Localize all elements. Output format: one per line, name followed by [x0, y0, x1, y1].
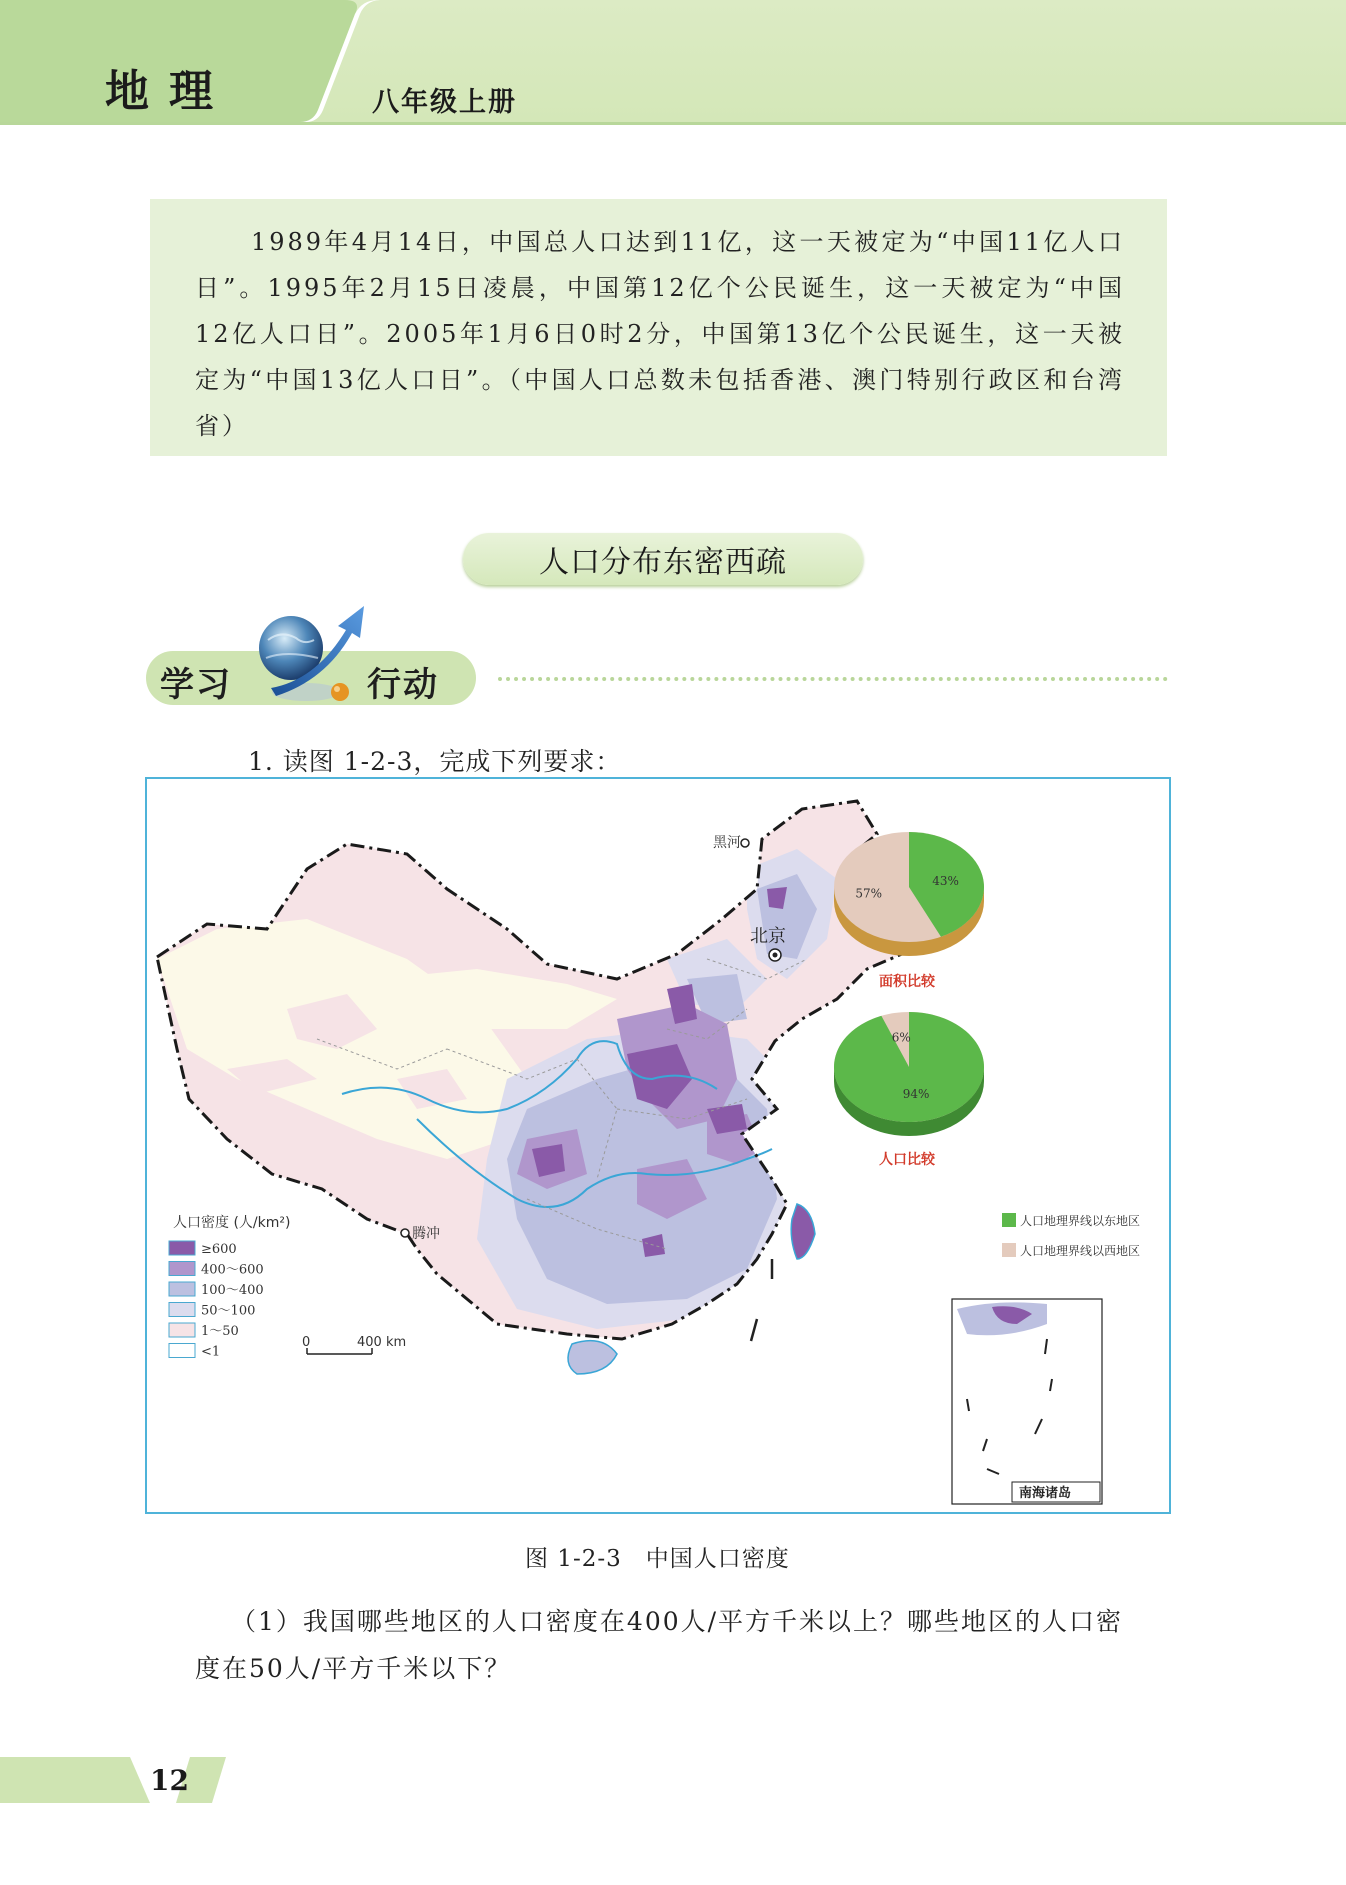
info-box — [150, 199, 1167, 456]
legend-swatch-3 — [169, 1303, 195, 1317]
place-tengchong: 腾冲 — [412, 1226, 440, 1242]
scale-distance: 400 km — [357, 1335, 407, 1350]
heihe-marker — [741, 839, 749, 847]
legend-swatch-5 — [169, 1344, 195, 1358]
pie-legend — [1002, 1213, 1140, 1258]
pie-legend-west-swatch — [1002, 1243, 1016, 1257]
tengchong-marker — [401, 1229, 409, 1237]
legend-label-0: ≥600 — [201, 1242, 237, 1257]
legend-label-2: 100～400 — [201, 1283, 264, 1298]
globe-arrow-icon — [246, 600, 376, 710]
header-subject: 地理 — [105, 66, 233, 117]
legend-title: 人口密度 (人/km²) — [173, 1215, 291, 1231]
population-pie-title: 人口比较 — [879, 1152, 935, 1168]
activity-label-study: 学习 — [160, 665, 232, 705]
maritime-boundary — [751, 1259, 772, 1341]
legend-label-3: 50～100 — [201, 1303, 256, 1319]
legend-label-4: 1～50 — [201, 1324, 239, 1339]
hainan-island — [568, 1341, 617, 1374]
legend-label-5: <1 — [201, 1344, 221, 1360]
place-beijing: 北京 — [750, 926, 786, 947]
pie-legend-west: 人口地理界线以西地区 — [1020, 1244, 1141, 1258]
legend-label-1: 400～600 — [201, 1262, 264, 1278]
area-pie-west-label: 57% — [855, 886, 883, 901]
legend-swatch-1 — [169, 1262, 195, 1276]
place-heihe: 黑河 — [713, 835, 741, 851]
figure-caption: 图 1-2-3 中国人口密度 — [525, 1546, 790, 1572]
population-pie-east-label: 94% — [902, 1087, 930, 1102]
legend-swatch-2 — [169, 1282, 195, 1296]
area-comparison-pie — [834, 832, 984, 956]
header-grade: 八年级上册 — [372, 87, 517, 118]
population-density-map — [145, 777, 1171, 1514]
scale-bar — [302, 1335, 406, 1354]
population-comparison-pie — [834, 1012, 984, 1136]
area-pie-title: 面积比较 — [879, 974, 935, 990]
taiwan-island — [791, 1204, 815, 1259]
density-legend — [169, 1241, 264, 1360]
section-title: 人口分布东密西疏 — [463, 533, 863, 585]
inset-label: 南海诸岛 — [1019, 1486, 1072, 1501]
page-number: 12 — [150, 1764, 189, 1797]
legend-swatch-0 — [169, 1241, 195, 1255]
population-pie-east-slice — [834, 1012, 984, 1122]
pie-legend-east-swatch — [1002, 1213, 1016, 1227]
instruction-text: 1. 读图 1-2-3，完成下列要求： — [248, 747, 622, 776]
population-pie-west-label: 6% — [891, 1030, 911, 1045]
dotted-separator — [498, 677, 1168, 681]
question-text: （1）我国哪些地区的人口密度在400人/平方千米以上？哪些地区的人口密度在50人/平方千米以下？ — [195, 1607, 1124, 1683]
pie-legend-east: 人口地理界线以东地区 — [1020, 1214, 1141, 1228]
activity-label-action: 行动 — [367, 665, 439, 705]
info-box-text: 1989年4月14日，中国总人口达到11亿，这一天被定为“中国11亿人口日”。1995年2月15日凌晨，中国第12亿个公民诞生，这一天被定为“中国12亿人口日”。2005年1月6日0时2分，中国第13亿个公民诞生，这一天被定为“中国13亿人口日”。（中国人口总数未包括香港、澳门特别行政区和台湾省） — [195, 228, 1125, 440]
map-canvas — [147, 779, 1169, 1512]
south-china-sea-inset — [952, 1299, 1102, 1504]
area-pie-east-label: 43% — [932, 874, 959, 889]
scale-zero: 0 — [302, 1335, 311, 1350]
footer-page-tab — [0, 1757, 240, 1803]
legend-swatch-4 — [169, 1323, 195, 1337]
header-divider — [0, 122, 1346, 125]
